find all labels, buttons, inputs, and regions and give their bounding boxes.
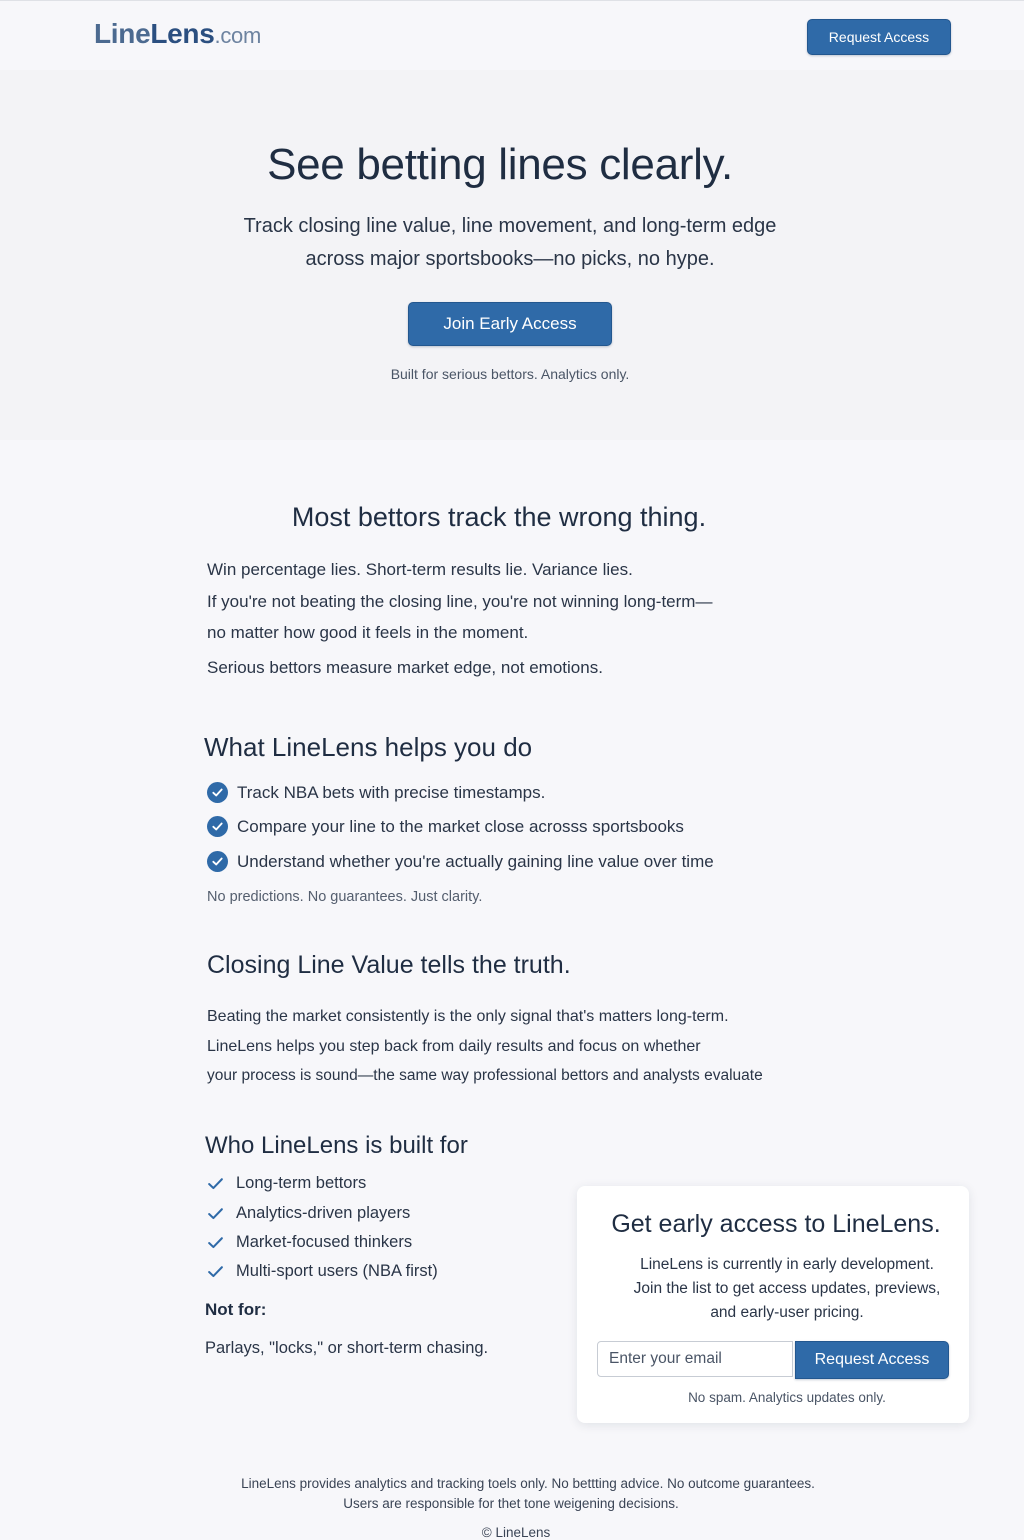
footer-copyright: © LineLens [481, 1525, 551, 1540]
clv-title: Closing Line Value tells the truth. [207, 951, 571, 979]
logo-domain: .com [214, 23, 261, 48]
problem-text: Win percentage lies. Short-term results lie. Variance lies. [207, 560, 633, 579]
hero-title: See betting lines clearly. [267, 140, 733, 189]
feature-item [207, 851, 714, 872]
audience-text: Market-focused thinkers [236, 1233, 413, 1251]
check-circle-icon [207, 851, 228, 872]
helps-note: No predictions. No guarantees. Just clarity. [207, 889, 483, 905]
signup-request-access-button[interactable]: Request Access [795, 1341, 949, 1379]
clv-text: LineLens helps you step back from daily results and focus on whether [207, 1038, 701, 1055]
helps-title: What LineLens helps you do [204, 732, 533, 762]
footer-disclaimer: LineLens provides analytics and tracking toels only. No bettting advice. No outcome guarantees. [241, 1476, 815, 1491]
clv-text: Beating the market consistently is the only signal that's matters long-term. [207, 1008, 729, 1025]
signup-card [577, 1186, 969, 1423]
clv-text: your process is sound—the same way professional bettors and analysts evaluate [207, 1067, 763, 1084]
problem-text: Serious bettors measure market edge, not emotions. [207, 658, 603, 677]
not-for-heading: Not for: [205, 1300, 267, 1319]
problem-text: If you're not beating the closing line, you're not winning long-term— [207, 592, 713, 611]
feature-item [207, 782, 545, 803]
problem-text: no matter how good it feels in the moment. [207, 623, 529, 642]
feature-text: Understand whether you're actually gaining line value over time [237, 851, 714, 871]
check-circle-icon [207, 782, 228, 803]
not-for-text: Parlays, "locks," or short-term chasing. [205, 1339, 489, 1357]
signup-description-line: Join the list to get access updates, previews, [633, 1280, 941, 1297]
footer-disclaimer: Users are responsible for thet tone weigening decisions. [343, 1496, 679, 1511]
signup-description-line: and early-user pricing. [710, 1304, 864, 1321]
check-icon [207, 1175, 224, 1192]
audience-item [207, 1262, 438, 1281]
check-icon [207, 1234, 224, 1251]
signup-title: Get early access to LineLens. [611, 1210, 941, 1238]
hero-note: Built for serious bettors. Analytics only. [390, 366, 630, 382]
logo-line: Line [94, 18, 151, 49]
feature-item [207, 816, 684, 837]
top-divider [0, 0, 1024, 1]
check-icon [207, 1205, 224, 1222]
audience-title: Who LineLens is built for [205, 1132, 468, 1159]
audience-text: Multi-sport users (NBA first) [236, 1262, 438, 1280]
logo-lens: Lens [150, 18, 215, 49]
hero-subtitle [200, 210, 820, 276]
audience-text: Long-term bettors [236, 1174, 367, 1192]
audience-item [207, 1233, 412, 1252]
hero-subtitle-line: across major sportsbooks—no picks, no hype. [305, 248, 715, 270]
signup-note: No spam. Analytics updates only. [688, 1390, 886, 1405]
audience-item [207, 1204, 410, 1223]
join-early-access-button[interactable]: Join Early Access [408, 302, 612, 346]
check-circle-icon [207, 816, 228, 837]
signup-description-line: LineLens is currently in early development. [640, 1256, 934, 1273]
hero-subtitle-line: Track closing line value, line movement, and long-term edge [243, 215, 777, 237]
signup-description [597, 1253, 977, 1325]
check-icon [207, 1263, 224, 1280]
audience-text: Analytics-driven players [236, 1204, 411, 1222]
feature-text: Compare your line to the market close acrosss sportsbooks [237, 816, 684, 836]
feature-text: Track NBA bets with precise timestamps. [237, 782, 546, 802]
email-input[interactable] [597, 1341, 793, 1377]
problem-title: Most bettors track the wrong thing. [291, 502, 707, 532]
header-request-access-button[interactable]: Request Access [807, 19, 951, 55]
audience-item [207, 1174, 366, 1193]
logo[interactable] [94, 18, 261, 50]
